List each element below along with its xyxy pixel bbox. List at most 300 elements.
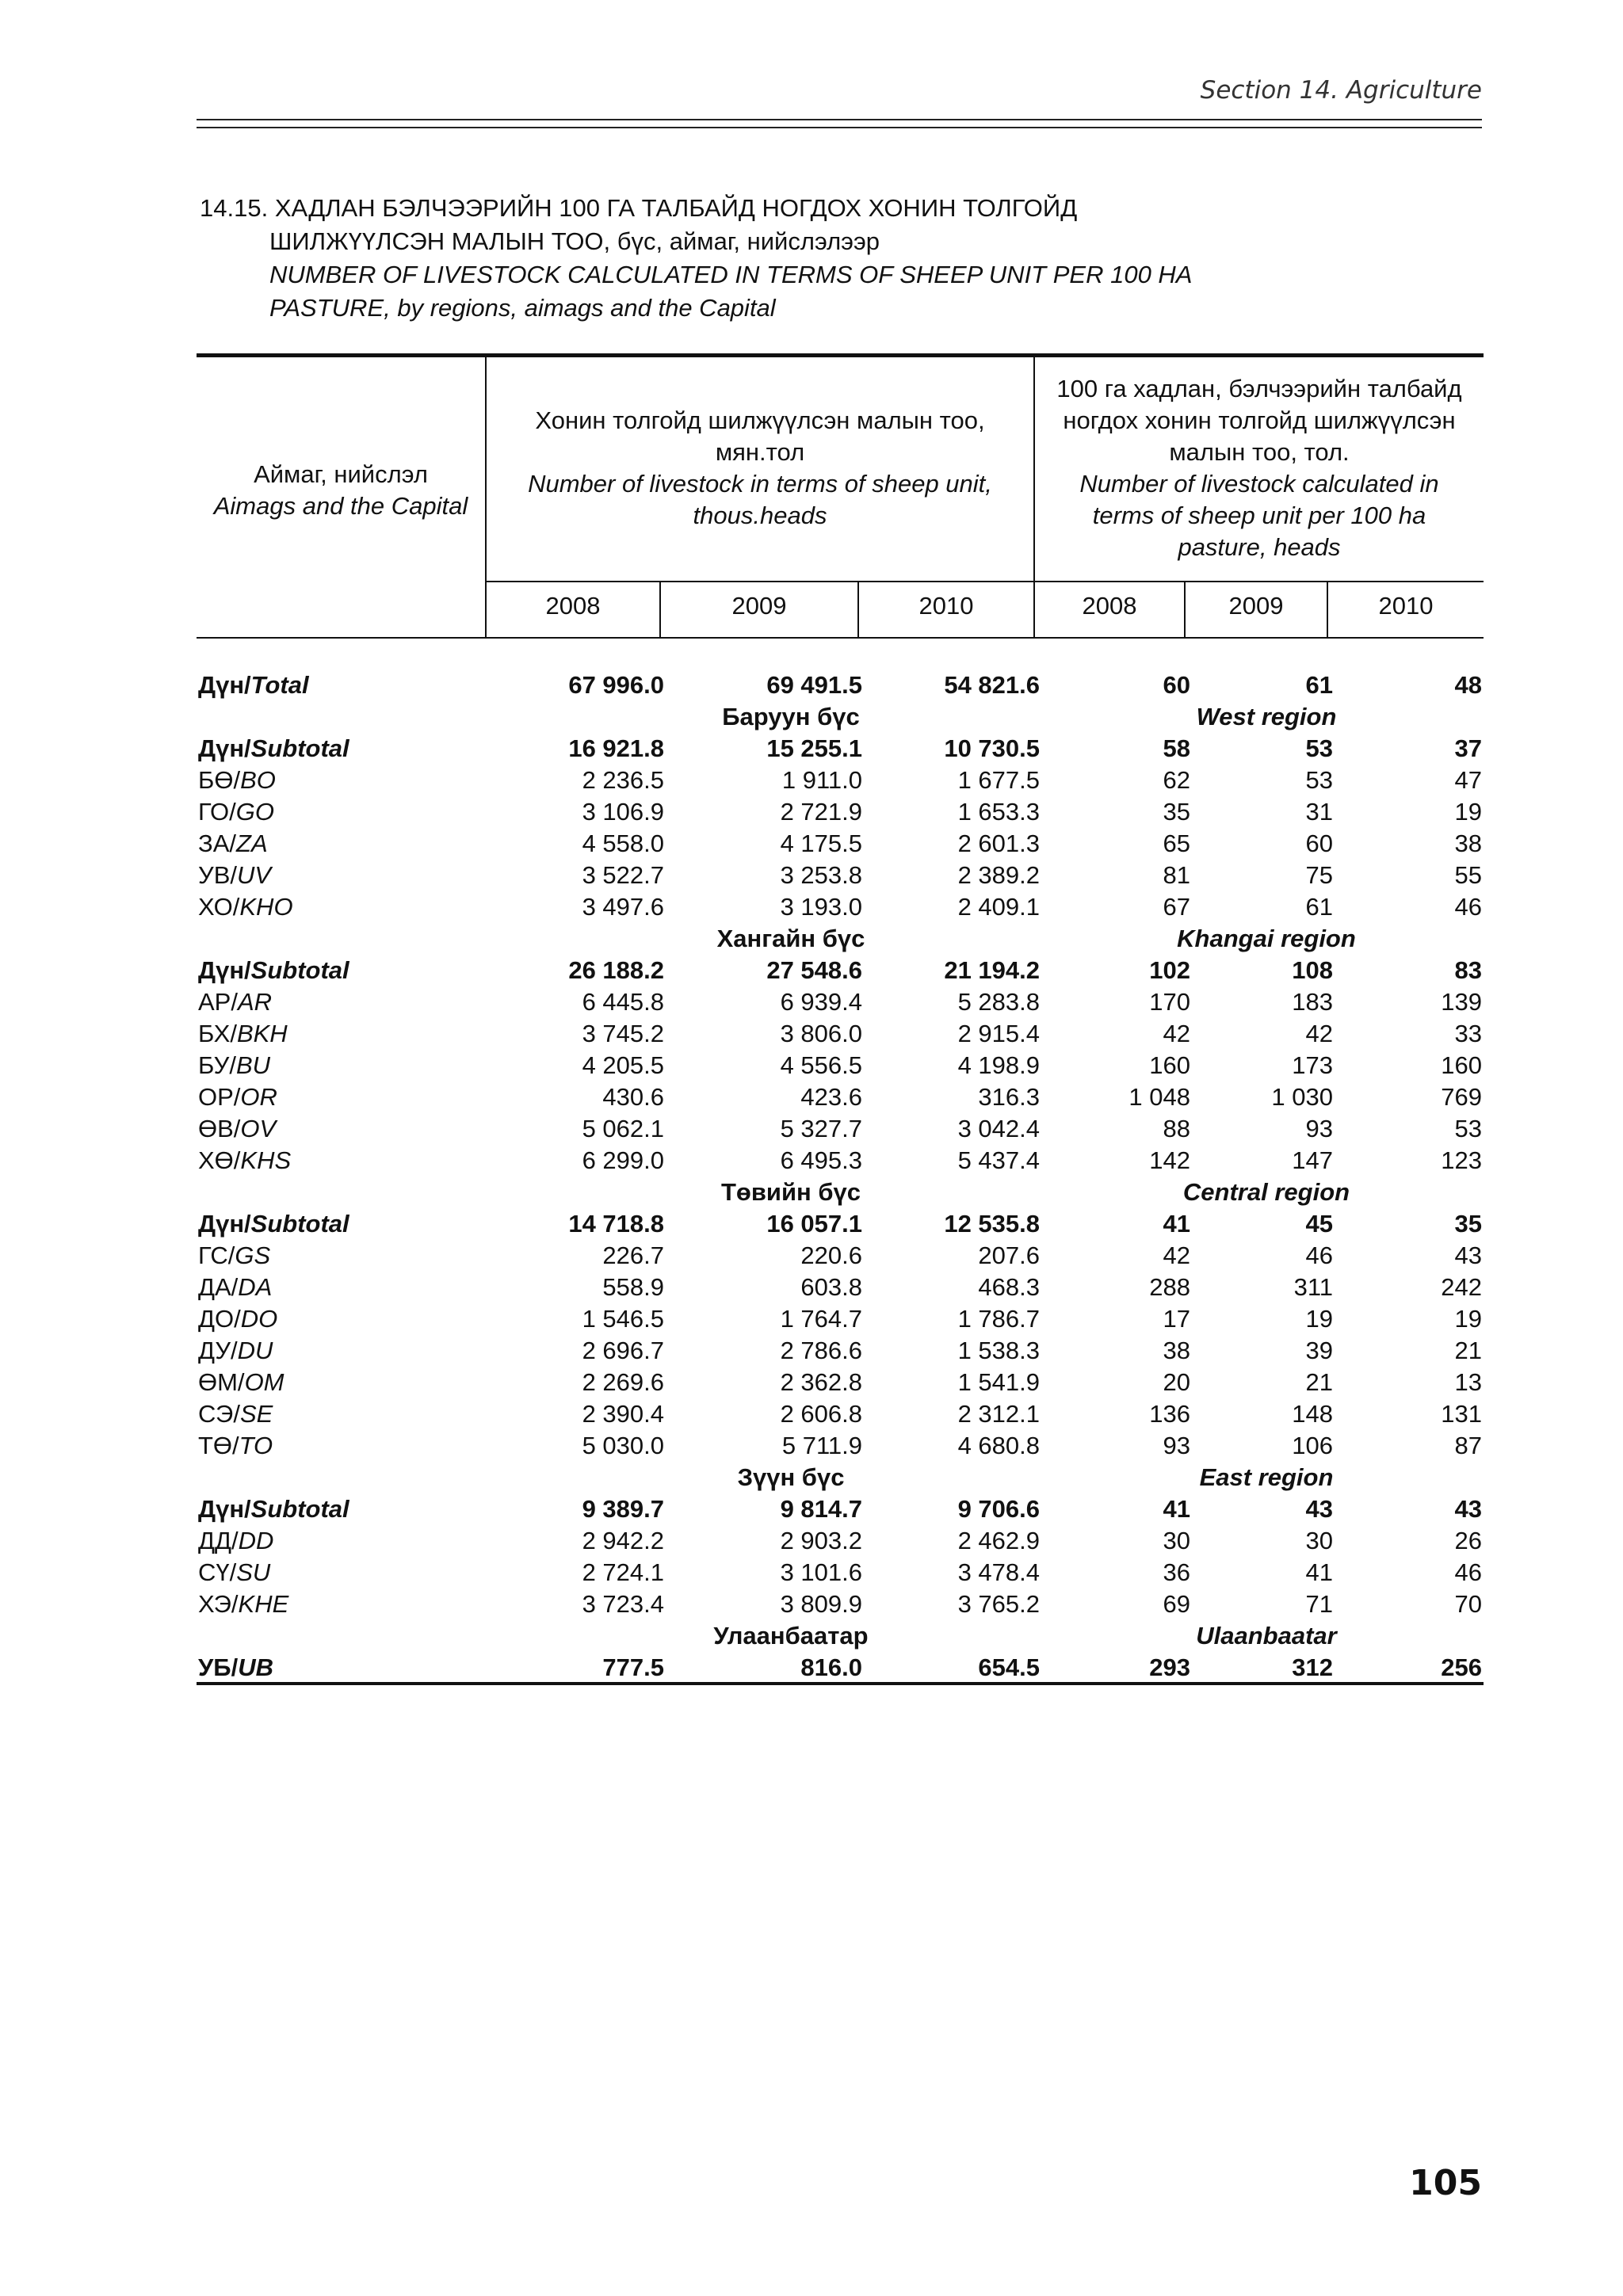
row-label-mn: Дүн/ <box>198 671 251 699</box>
row-label <box>198 1115 276 1143</box>
cell-value: 67 996.0 <box>568 671 664 699</box>
region-name-mn: Баруун бүс <box>722 703 860 730</box>
cell-value: 81 <box>1163 861 1190 889</box>
cell-value: 2 696.7 <box>582 1337 664 1364</box>
cell-value: 1 653.3 <box>957 798 1040 826</box>
cell-value: 30 <box>1163 1527 1190 1554</box>
row-label-en: BKH <box>236 1020 288 1047</box>
total-row <box>197 668 1484 700</box>
cell-value: 468.3 <box>978 1273 1040 1301</box>
cell-value: 6 299.0 <box>582 1146 664 1174</box>
cell-value: 48 <box>1454 671 1482 699</box>
cell-value: 1 048 <box>1128 1083 1190 1111</box>
table-row <box>197 985 1484 1016</box>
table-row <box>197 1112 1484 1143</box>
cell-value: 35 <box>1163 798 1190 826</box>
header-g2-mn-1: 100 га хадлан, бэлчээрийн талбайд <box>1056 375 1462 402</box>
cell-value: 10 730.5 <box>944 734 1040 762</box>
cell-value: 19 <box>1305 1305 1333 1333</box>
row-label-mn: ХО/ <box>198 893 240 921</box>
row-label-en: SE <box>239 1400 273 1428</box>
cell-value: 1 677.5 <box>957 766 1040 794</box>
cell-value: 603.8 <box>800 1273 862 1301</box>
cell-value: 256 <box>1441 1653 1482 1681</box>
cell-value: 69 <box>1163 1590 1190 1618</box>
cell-value: 53 <box>1305 766 1333 794</box>
header-year: 2009 <box>1228 592 1284 620</box>
cell-value: 4 205.5 <box>582 1051 664 1079</box>
cell-value: 5 327.7 <box>780 1115 862 1142</box>
cell-value: 36 <box>1163 1558 1190 1586</box>
row-label-mn: Дүн/ <box>198 956 251 984</box>
cell-value: 55 <box>1454 861 1482 889</box>
cell-value: 60 <box>1163 671 1190 699</box>
cell-value: 769 <box>1441 1083 1482 1111</box>
cell-value: 31 <box>1305 798 1333 826</box>
row-label-mn: ХӨ/ <box>198 1146 241 1174</box>
region-name-en: Ulaanbaatar <box>1196 1622 1337 1650</box>
cell-value: 61 <box>1305 893 1333 921</box>
cell-value: 19 <box>1454 798 1482 826</box>
cell-value: 183 <box>1292 988 1333 1016</box>
cell-value: 3 765.2 <box>957 1590 1040 1618</box>
header-g2-en-1: Number of livestock calculated in <box>1079 470 1439 498</box>
cell-value: 3 497.6 <box>582 893 664 921</box>
subtotal-row <box>197 1207 1484 1238</box>
cell-value: 4 680.8 <box>957 1432 1040 1459</box>
cell-value: 5 437.4 <box>957 1146 1040 1174</box>
cell-value: 3 809.9 <box>780 1590 862 1618</box>
cell-value: 46 <box>1454 893 1482 921</box>
cell-value: 9 389.7 <box>582 1495 664 1523</box>
cell-value: 242 <box>1441 1273 1482 1301</box>
row-label-en: OR <box>240 1083 277 1111</box>
data-table <box>197 353 1484 1685</box>
cell-value: 9 814.7 <box>780 1495 862 1523</box>
cell-value: 71 <box>1305 1590 1333 1618</box>
cell-value: 27 548.6 <box>766 956 862 984</box>
cell-value: 88 <box>1163 1115 1190 1142</box>
row-label-mn: БХ/ <box>198 1020 237 1047</box>
cell-value: 43 <box>1454 1495 1482 1523</box>
row-label-mn: Дүн/ <box>198 1210 251 1238</box>
cell-value: 311 <box>1293 1273 1333 1301</box>
cell-value: 423.6 <box>800 1083 862 1111</box>
header-bottom-rule <box>197 637 1484 639</box>
cell-value: 16 921.8 <box>568 734 664 762</box>
row-label <box>198 1653 273 1682</box>
row-label <box>198 1051 270 1080</box>
row-label-en: DO <box>240 1305 278 1333</box>
row-label <box>198 734 349 763</box>
row-label-mn: Дүн/ <box>198 734 251 762</box>
header-region-mn: Аймаг, нийслэл <box>254 460 428 488</box>
row-label-mn: ДУ/ <box>198 1337 238 1364</box>
page-number: 105 <box>1409 2163 1482 2203</box>
cell-value: 123 <box>1441 1146 1482 1174</box>
row-label-en: KHO <box>239 893 293 921</box>
row-label <box>198 798 274 826</box>
row-label-mn: Дүн/ <box>198 1495 251 1523</box>
cell-value: 136 <box>1149 1400 1190 1428</box>
table-row <box>197 1016 1484 1048</box>
title-en-2: PASTURE, by regions, aimags and the Capital <box>269 294 776 322</box>
subtotal-row <box>197 953 1484 985</box>
cell-value: 3 101.6 <box>780 1558 862 1586</box>
cell-value: 3 253.8 <box>780 861 862 889</box>
row-label <box>198 1590 288 1619</box>
row-label-en: TO <box>239 1432 273 1459</box>
header-year: 2010 <box>1378 592 1434 620</box>
cell-value: 2 915.4 <box>957 1020 1040 1047</box>
cell-value: 38 <box>1163 1337 1190 1364</box>
row-label-mn: ГС/ <box>198 1241 235 1269</box>
subtotal-row <box>197 1492 1484 1524</box>
region-header-row <box>197 1619 1484 1650</box>
cell-value: 41 <box>1163 1210 1190 1238</box>
cell-value: 220.6 <box>800 1241 862 1269</box>
cell-value: 75 <box>1305 861 1333 889</box>
region-name-mn: Улаанбаатар <box>713 1622 869 1650</box>
cell-value: 5 283.8 <box>957 988 1040 1016</box>
row-label <box>198 766 276 795</box>
subtotal-row <box>197 731 1484 763</box>
header-region-en: Aimags and the Capital <box>213 492 468 520</box>
cell-value: 1 786.7 <box>957 1305 1040 1333</box>
region-name-en: East region <box>1199 1463 1334 1491</box>
row-label <box>198 861 271 890</box>
cell-value: 70 <box>1454 1590 1482 1618</box>
header-g1-en-2: thous.heads <box>693 502 827 529</box>
row-label <box>198 1368 285 1397</box>
cell-value: 58 <box>1163 734 1190 762</box>
title-en-1: NUMBER OF LIVESTOCK CALCULATED IN TERMS OF SHEEP UNIT PER 100 HA <box>269 261 1193 288</box>
row-label-en: Subtotal <box>250 1210 349 1238</box>
cell-value: 5 030.0 <box>582 1432 664 1459</box>
header-group-thousands <box>487 405 1033 532</box>
table-row <box>197 858 1484 890</box>
cell-value: 3 806.0 <box>780 1020 862 1047</box>
row-label-mn: УБ/ <box>198 1653 239 1681</box>
cell-value: 148 <box>1292 1400 1333 1428</box>
cell-value: 170 <box>1149 988 1190 1016</box>
header-year: 2010 <box>918 592 974 620</box>
row-label <box>198 1495 349 1524</box>
cell-value: 38 <box>1454 830 1482 857</box>
row-label <box>198 671 309 700</box>
header-region-col <box>197 459 485 522</box>
cell-value: 42 <box>1163 1020 1190 1047</box>
cell-value: 39 <box>1305 1337 1333 1364</box>
cell-value: 26 188.2 <box>568 956 664 984</box>
cell-value: 12 535.8 <box>944 1210 1040 1238</box>
header-g2-mn-2: ногдох хонин толгойд шилжүүлсэн <box>1063 406 1456 434</box>
row-label-en: SU <box>236 1558 271 1586</box>
cell-value: 26 <box>1454 1527 1482 1554</box>
table-row <box>197 795 1484 826</box>
cell-value: 20 <box>1163 1368 1190 1396</box>
cell-value: 42 <box>1163 1241 1190 1269</box>
row-label <box>198 956 349 985</box>
row-label <box>198 1210 349 1238</box>
cell-value: 87 <box>1454 1432 1482 1459</box>
cell-value: 316.3 <box>978 1083 1040 1111</box>
cell-value: 17 <box>1163 1305 1190 1333</box>
row-label-en: KHE <box>238 1590 289 1618</box>
table-number: 14.15. <box>200 194 269 222</box>
cell-value: 2 389.2 <box>957 861 1040 889</box>
region-header-row <box>197 921 1484 953</box>
cell-value: 1 911.0 <box>781 766 862 794</box>
row-label-en: ZA <box>236 830 268 857</box>
row-label-en: UV <box>236 861 272 889</box>
cell-value: 654.5 <box>978 1653 1040 1681</box>
cell-value: 2 724.1 <box>582 1558 664 1586</box>
cell-value: 3 106.9 <box>582 798 664 826</box>
header-g2-en-2: terms of sheep unit per 100 ha <box>1092 502 1426 529</box>
cell-value: 139 <box>1441 988 1482 1016</box>
cell-value: 312 <box>1292 1653 1333 1681</box>
cell-value: 15 255.1 <box>766 734 862 762</box>
row-label <box>198 1527 273 1555</box>
row-label-en: UB <box>238 1653 273 1681</box>
cell-value: 62 <box>1163 766 1190 794</box>
cell-value: 2 269.6 <box>582 1368 664 1396</box>
cell-value: 5 711.9 <box>781 1432 862 1459</box>
header-g2-en-3: pasture, heads <box>1178 533 1341 561</box>
cell-value: 777.5 <box>602 1653 664 1681</box>
row-label-mn: ЗА/ <box>198 830 237 857</box>
cell-value: 2 236.5 <box>582 766 664 794</box>
cell-value: 30 <box>1305 1527 1333 1554</box>
table-row <box>197 763 1484 795</box>
row-label <box>198 1273 272 1302</box>
cell-value: 3 042.4 <box>957 1115 1040 1142</box>
table-row <box>197 826 1484 858</box>
table-row <box>197 1587 1484 1619</box>
cell-value: 1 538.3 <box>957 1337 1040 1364</box>
cell-value: 173 <box>1292 1051 1333 1079</box>
table-row <box>197 1080 1484 1112</box>
cell-value: 19 <box>1454 1305 1482 1333</box>
title-line-1 <box>200 192 1192 225</box>
header-year: 2008 <box>545 592 601 620</box>
row-label <box>198 1558 270 1587</box>
cell-value: 83 <box>1454 956 1482 984</box>
table-row <box>197 1302 1484 1333</box>
row-label-en: DD <box>238 1527 274 1554</box>
header-g1-mn-1: Хонин толгойд шилжүүлсэн малын тоо, <box>535 406 985 434</box>
cell-value: 2 362.8 <box>780 1368 862 1396</box>
table-row <box>197 1650 1484 1682</box>
header-year-rule <box>485 581 1484 582</box>
cell-value: 41 <box>1305 1558 1333 1586</box>
row-label-en: Total <box>250 671 309 699</box>
cell-value: 816.0 <box>800 1653 862 1681</box>
row-label-en: Subtotal <box>250 734 349 762</box>
cell-value: 2 409.1 <box>957 893 1040 921</box>
cell-value: 37 <box>1454 734 1482 762</box>
cell-value: 41 <box>1163 1495 1190 1523</box>
cell-value: 2 903.2 <box>780 1527 862 1554</box>
header-g2-mn-3: малын тоо, тол. <box>1169 438 1350 466</box>
row-label-mn: ТӨ/ <box>198 1432 239 1459</box>
table-title <box>200 192 1192 325</box>
cell-value: 1 030 <box>1271 1083 1333 1111</box>
row-label-en: DU <box>237 1337 273 1364</box>
table-header <box>197 353 1484 643</box>
cell-value: 430.6 <box>602 1083 664 1111</box>
cell-value: 61 <box>1305 671 1333 699</box>
cell-value: 2 721.9 <box>780 798 862 826</box>
row-label-en: KHS <box>240 1146 292 1174</box>
cell-value: 16 057.1 <box>766 1210 862 1238</box>
cell-value: 102 <box>1149 956 1190 984</box>
row-label <box>198 893 293 921</box>
cell-value: 67 <box>1163 893 1190 921</box>
cell-value: 13 <box>1454 1368 1482 1396</box>
cell-value: 35 <box>1454 1210 1482 1238</box>
table-row <box>197 1333 1484 1365</box>
cell-value: 47 <box>1454 766 1482 794</box>
row-label <box>198 1400 273 1428</box>
table-row <box>197 1397 1484 1428</box>
row-label <box>198 1020 288 1048</box>
row-label-mn: УВ/ <box>198 861 237 889</box>
row-label-mn: ДД/ <box>198 1527 239 1554</box>
cell-value: 45 <box>1305 1210 1333 1238</box>
cell-value: 147 <box>1292 1146 1333 1174</box>
cell-value: 46 <box>1305 1241 1333 1269</box>
title-mn-2: ШИЛЖҮҮЛСЭН МАЛЫН ТОО, бүс, аймаг, нийслэлээр <box>269 227 880 255</box>
cell-value: 65 <box>1163 830 1190 857</box>
row-label-en: Subtotal <box>250 1495 349 1523</box>
cell-value: 142 <box>1149 1146 1190 1174</box>
row-label-en: GO <box>235 798 275 826</box>
cell-value: 3 723.4 <box>582 1590 664 1618</box>
row-label-mn: ДО/ <box>198 1305 241 1333</box>
region-name-mn: Төвийн бүс <box>720 1178 861 1206</box>
row-label-mn: ДА/ <box>198 1273 239 1301</box>
cell-value: 21 <box>1454 1337 1482 1364</box>
cell-value: 160 <box>1149 1051 1190 1079</box>
table-row <box>197 1555 1484 1587</box>
header-rule-top <box>197 119 1482 120</box>
cell-value: 60 <box>1305 830 1333 857</box>
cell-value: 2 390.4 <box>582 1400 664 1428</box>
title-mn-1: ХАДЛАН БЭЛЧЭЭРИЙН 100 ГА ТАЛБАЙД НОГДОХ ХОНИН ТОЛГОЙД <box>274 194 1078 222</box>
cell-value: 3 478.4 <box>957 1558 1040 1586</box>
row-label-mn: СЭ/ <box>198 1400 240 1428</box>
cell-value: 53 <box>1454 1115 1482 1142</box>
table-row <box>197 1048 1484 1080</box>
cell-value: 207.6 <box>978 1241 1040 1269</box>
row-label-mn: ӨВ/ <box>198 1115 241 1142</box>
cell-value: 3 745.2 <box>582 1020 664 1047</box>
cell-value: 69 491.5 <box>766 671 862 699</box>
cell-value: 54 821.6 <box>944 671 1040 699</box>
cell-value: 21 194.2 <box>944 956 1040 984</box>
cell-value: 93 <box>1163 1432 1190 1459</box>
row-label-en: GS <box>235 1241 271 1269</box>
row-label-mn: АР/ <box>198 988 238 1016</box>
cell-value: 2 786.6 <box>780 1337 862 1364</box>
cell-value: 6 495.3 <box>780 1146 862 1174</box>
header-year: 2009 <box>731 592 787 620</box>
cell-value: 2 462.9 <box>957 1527 1040 1554</box>
row-label-mn: ОР/ <box>198 1083 241 1111</box>
table-bottom-rule <box>197 1682 1484 1685</box>
table-row <box>197 1143 1484 1175</box>
cell-value: 106 <box>1292 1432 1333 1459</box>
cell-value: 43 <box>1305 1495 1333 1523</box>
region-name-en: West region <box>1196 703 1337 730</box>
region-header-row <box>197 700 1484 731</box>
row-label <box>198 1083 277 1112</box>
cell-value: 2 601.3 <box>957 830 1040 857</box>
cell-value: 93 <box>1305 1115 1333 1142</box>
row-label-mn: СҮ/ <box>198 1558 237 1586</box>
header-g1-mn-2: мян.тол <box>715 438 805 466</box>
row-label-en: OV <box>240 1115 277 1142</box>
row-label <box>198 1241 270 1270</box>
row-label-en: OM <box>244 1368 285 1396</box>
row-label-mn: БӨ/ <box>198 766 241 794</box>
row-label-en: AR <box>237 988 273 1016</box>
region-name-mn: Зүүн бүс <box>737 1463 845 1491</box>
cell-value: 4 175.5 <box>780 830 862 857</box>
cell-value: 160 <box>1441 1051 1482 1079</box>
cell-value: 43 <box>1454 1241 1482 1269</box>
cell-value: 2 606.8 <box>780 1400 862 1428</box>
cell-value: 3 193.0 <box>780 893 862 921</box>
table-row <box>197 1270 1484 1302</box>
cell-value: 2 312.1 <box>957 1400 1040 1428</box>
row-label-en: BO <box>240 766 276 794</box>
row-label-en: DA <box>238 1273 273 1301</box>
cell-value: 33 <box>1454 1020 1482 1047</box>
cell-value: 42 <box>1305 1020 1333 1047</box>
cell-value: 5 062.1 <box>582 1115 664 1142</box>
region-name-en: Central region <box>1182 1178 1350 1206</box>
running-head: Section 14. Agriculture <box>1200 76 1482 105</box>
row-label <box>198 988 272 1016</box>
row-label-en: BU <box>235 1051 271 1079</box>
row-label-mn: ХЭ/ <box>198 1590 239 1618</box>
table-body <box>197 643 1484 1685</box>
cell-value: 558.9 <box>602 1273 664 1301</box>
header-g1-en-1: Number of livestock in terms of sheep unit, <box>528 470 992 498</box>
row-label <box>198 1432 273 1460</box>
region-name-mn: Хангайн бүс <box>716 925 865 952</box>
region-header-row <box>197 1460 1484 1492</box>
table-row <box>197 1365 1484 1397</box>
row-label-mn: ГО/ <box>198 798 236 826</box>
cell-value: 46 <box>1454 1558 1482 1586</box>
cell-value: 4 558.0 <box>582 830 664 857</box>
table-row <box>197 1524 1484 1555</box>
header-group-per-100ha <box>1035 373 1484 563</box>
cell-value: 53 <box>1305 734 1333 762</box>
row-label <box>198 1337 273 1365</box>
table-row <box>197 890 1484 921</box>
cell-value: 9 706.6 <box>957 1495 1040 1523</box>
cell-value: 3 522.7 <box>582 861 664 889</box>
region-header-row <box>197 1175 1484 1207</box>
cell-value: 2 942.2 <box>582 1527 664 1554</box>
cell-value: 6 445.8 <box>582 988 664 1016</box>
cell-value: 293 <box>1149 1653 1190 1681</box>
